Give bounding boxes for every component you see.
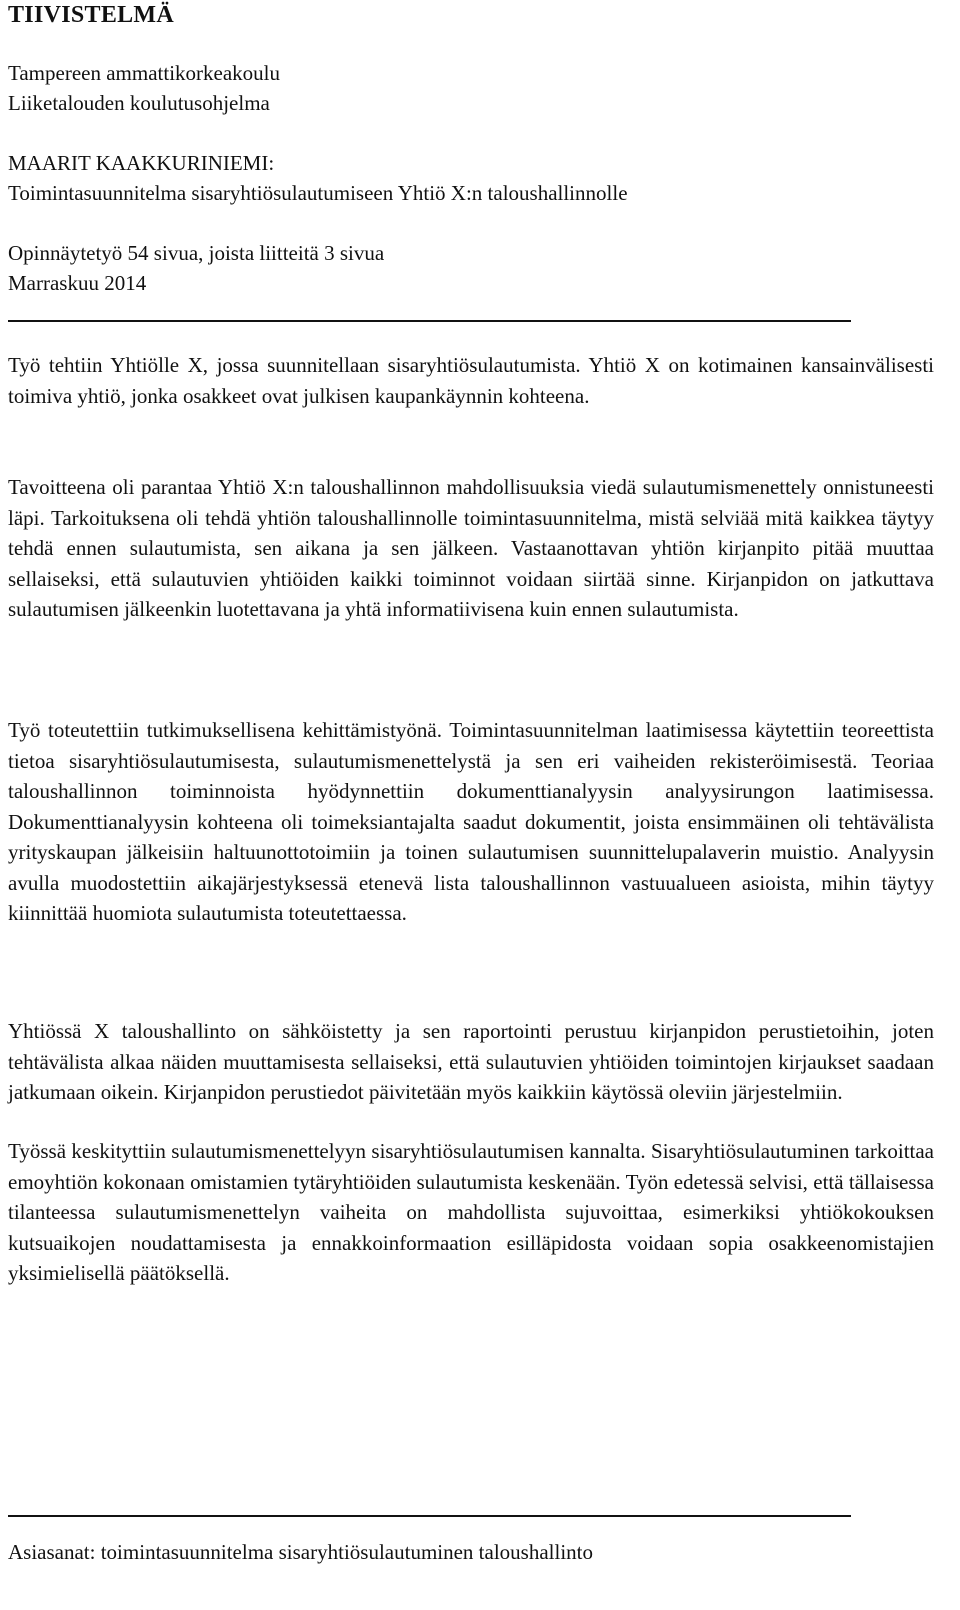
- thesis-title: Toimintasuunnitelma sisaryhtiösulautumiseen Yhtiö X:n taloushallinnolle: [8, 181, 628, 205]
- abstract-paragraph-5: Työssä keskityttiin sulautumismenettelyyn sisaryhtiösulautumisen kannalta. Sisaryhtiösulautuminen tarkoittaa emoyhtiön kokonaan omistamien tytäryhtiöiden sulautumista keskenään. Työn edetessä selvisi, että tällaisessa tilanteessa sulautumismenettelyn vaiheita on mahdollista sujuvoittaa, esimerkiksi yhtiökokouksen kutsuaikojen noudattamisesta ja ennakkoinformaation esilläpidosta voidaan sopia osakkeenomistajien yksimielisellä päätöksellä.: [8, 1139, 934, 1285]
- publication-date: Marraskuu 2014: [8, 271, 147, 295]
- institution: Tampereen ammattikorkeakoulu: [8, 61, 281, 85]
- abstract-paragraph-1: Työ tehtiin Yhtiölle X, jossa suunnitellaan sisaryhtiösulautumista. Yhtiö X on kotimainen kansainvälisesti toimiva yhtiö, jonka osakkeet ovat julkisen kaupankäynnin kohteena.: [8, 353, 934, 408]
- abstract-paragraph-4: Yhtiössä X taloushallinto on sähköistetty ja sen raportointi perustuu kirjanpidon perustietoihin, joten tehtävälista alkaa näiden muuttamisesta sellaiseksi, että sulautuvien yhtiöiden toimintojen kirjaukset saadaan jatkumaan oikein. Kirjanpidon perustiedot päivitetään myös kaikkiin käytössä oleviin järjestelmiin.: [8, 1019, 934, 1104]
- divider-top: [8, 320, 851, 322]
- keywords: Asiasanat: toimintasuunnitelma sisaryhtiösulautuminen taloushallinto: [8, 1540, 594, 1564]
- page-count: Opinnäytetyö 54 sivua, joista liitteitä 3 sivua: [8, 241, 385, 265]
- degree-programme: Liiketalouden koulutusohjelma: [8, 91, 270, 115]
- divider-bottom: [8, 1515, 851, 1517]
- author-name: MAARIT KAAKKURINIEMI:: [8, 151, 275, 175]
- abstract-paragraph-3: Työ toteutettiin tutkimuksellisena kehittämistyönä. Toimintasuunnitelman laatimisessa käytettiin teoreettista tietoa sisaryhtiösulautumisesta, sulautumismenettelystä ja sen eri vaiheiden rekisteröimisestä. Teoriaa taloushallinnon toiminnoista hyödynnettiin dokumenttianalyysin analyysirungon laatimisessa. Dokumenttianalyysin kohteena oli toimeksiantajalta saadut dokumentit, joista ensimmäinen oli tehtävälista yrityskaupan jälkeisiin haltuunottotoimiin ja toinen sulautumisen suunnittelupalaverin muistio. Analyysin avulla muodostettiin aikajärjestyksessä etenevä lista taloushallinnon vastuualueen asioista, mihin täytyy kiinnittää huomiota sulautumista toteutettaessa.: [8, 718, 934, 925]
- abstract-paragraph-2: Tavoitteena oli parantaa Yhtiö X:n taloushallinnon mahdollisuuksia viedä sulautumismenettely onnistuneesti läpi. Tarkoituksena oli tehdä yhtiön taloushallinnolle toimintasuunnitelma, mistä selviää mitä kaikkea täytyy tehdä ennen sulautumista, sen aikana ja sen jälkeen. Vastaanottavan yhtiön kirjanpito pitää muuttaa sellaiseksi, että sulautuvien yhtiöiden kaikki toiminnot voidaan siirtää sinne. Kirjanpidon on jatkuttava sulautumisen jälkeenkin luotettavana ja yhtä informatiivisena kuin ennen sulautumista.: [8, 475, 934, 621]
- page-title: TIIVISTELMÄ: [8, 2, 175, 28]
